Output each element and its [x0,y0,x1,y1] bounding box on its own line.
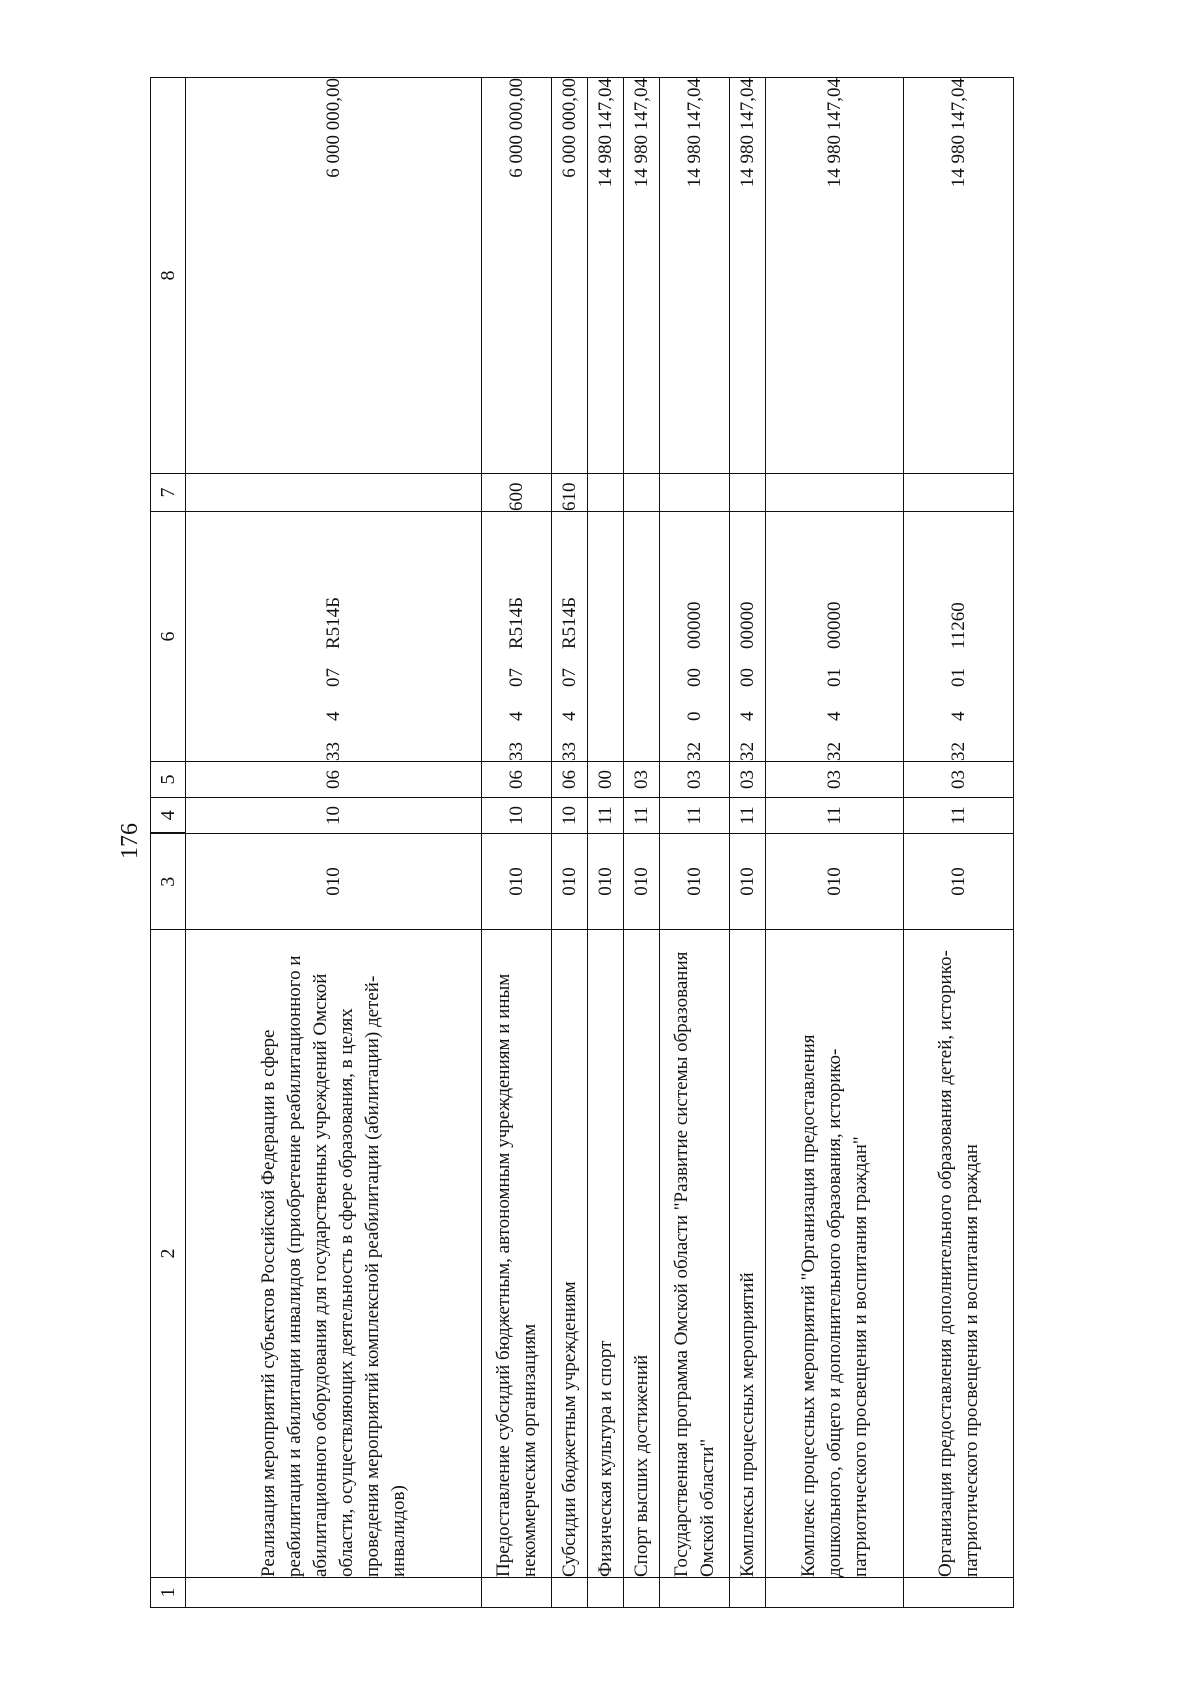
target-article-cell [186,512,482,762]
ministry-code-cell: 010 [186,834,482,930]
row-name-cell: Комплексы процессных мероприятий [730,930,766,1578]
subsection-code-cell: 03 [660,762,730,798]
target-article-code [321,512,347,761]
row-number-cell [904,1578,1014,1608]
expense-type-cell [660,474,730,512]
header-cell: 8 [151,78,186,474]
table-body [151,78,1014,1608]
expense-type-cell [904,474,1014,512]
target-article-cell [588,512,624,762]
header-cell: 3 [151,834,186,930]
target-article-part: 4 [505,711,527,721]
header-cell: 4 [151,798,186,834]
target-article-part: 01 [947,668,969,687]
target-article-code [557,512,583,761]
table-row [904,78,1014,1608]
target-article-part: 00000 [736,601,758,649]
target-article-code [682,512,708,761]
target-article-cell [552,512,588,762]
section-code-cell: 10 [482,798,552,834]
expense-type-cell: 610 [552,474,588,512]
row-number-cell [588,1578,624,1608]
target-article-part: 07 [558,668,580,687]
target-article-part: 33 [322,742,344,761]
row-number-cell [186,1578,482,1608]
section-code-cell: 10 [186,798,482,834]
table-row [186,78,482,1608]
target-article-part: 11260 [947,602,969,649]
target-article-part: 00 [683,668,705,687]
section-code-cell: 11 [730,798,766,834]
row-name-cell: Предоставление субсидий бюджетным, автономным учреждениям и иным некоммерческим организациям [482,930,552,1578]
target-article-code [504,512,530,761]
header-cell: 6 [151,512,186,762]
header-row [151,78,186,1608]
row-name-cell: Реализация мероприятий субъектов Российской Федерации в сфере реабилитации и абилитации инвалидов (приобретение реабилитационного и абилитационного оборудования для государственных учреждений Омской области, осуществляющих деятельность в сфере образования, в целях проведения мероприятий комплексной реабилитации (абилитации) детей-инвалидов) [186,930,482,1578]
row-name-cell: Комплекс процессных мероприятий "Организация предоставления дошкольного, общего и дополнительного образования, историко-патриотического просвещения и воспитания граждан" [766,930,904,1578]
section-code-cell: 11 [660,798,730,834]
expense-type-cell [766,474,904,512]
table-row [730,78,766,1608]
target-article-part: 00 [736,668,758,687]
target-article-part: 00000 [683,601,705,649]
ministry-code-cell: 010 [660,834,730,930]
row-name-cell: Организация предоставления дополнительного образования детей, историко-патриотического просвещения и воспитания граждан [904,930,1014,1578]
subsection-code-cell: 03 [766,762,904,798]
target-article-part: 33 [505,742,527,761]
amount-cell: 6 000 000,00 [552,78,588,474]
target-article-part: 4 [947,711,969,721]
target-article-part: 00000 [823,601,845,649]
target-article-part: 0 [683,711,705,721]
table-row [660,78,730,1608]
amount-cell: 14 980 147,04 [904,78,1014,474]
row-number-cell [766,1578,904,1608]
expense-type-cell [624,474,660,512]
subsection-code-cell: 06 [482,762,552,798]
table-row [482,78,552,1608]
row-name-cell: Физическая культура и спорт [588,930,624,1578]
target-article-part: 4 [736,711,758,721]
subsection-code-cell: 03 [730,762,766,798]
row-name-cell: Спорт высших достижений [624,930,660,1578]
row-number-cell [624,1578,660,1608]
amount-cell: 14 980 147,04 [660,78,730,474]
section-code-cell: 10 [552,798,588,834]
row-number-cell [730,1578,766,1608]
subsection-code-cell: 03 [624,762,660,798]
expense-type-cell [186,474,482,512]
target-article-part: 07 [322,668,344,687]
table-row [588,78,624,1608]
amount-cell: 14 980 147,04 [766,78,904,474]
page-number: 176 [117,823,143,859]
ministry-code-cell: 010 [766,834,904,930]
table-row [624,78,660,1608]
budget-table [150,77,1014,1608]
amount-cell: 6 000 000,00 [186,78,482,474]
target-article-part: 4 [823,711,845,721]
subsection-code-cell: 03 [904,762,1014,798]
header-cell: 7 [151,474,186,512]
target-article-cell [730,512,766,762]
ministry-code-cell: 010 [624,834,660,930]
target-article-part: 01 [823,668,845,687]
expense-type-cell [588,474,624,512]
target-article-part: R514Б [505,596,527,649]
ministry-code-cell: 010 [904,834,1014,930]
target-article-part: 4 [322,711,344,721]
section-code-cell: 11 [904,798,1014,834]
row-name-cell: Государственная программа Омской области "Развитие системы образования Омской области" [660,930,730,1578]
target-article-part: 33 [558,742,580,761]
row-number-cell [552,1578,588,1608]
target-article-part: 4 [558,711,580,721]
header-cell: 5 [151,762,186,798]
row-number-cell [482,1578,552,1608]
target-article-code [735,512,761,761]
target-article-part: R514Б [322,596,344,649]
row-number-cell [660,1578,730,1608]
target-article-part: 32 [736,742,758,761]
header-cell: 1 [151,1578,186,1608]
amount-cell: 14 980 147,04 [730,78,766,474]
target-article-cell [482,512,552,762]
target-article-part: 07 [505,668,527,687]
expense-type-cell [730,474,766,512]
ministry-code-cell: 010 [730,834,766,930]
ministry-code-cell: 010 [588,834,624,930]
target-article-code [946,512,972,761]
target-article-part: 32 [947,742,969,761]
target-article-part: 32 [823,742,845,761]
target-article-cell [624,512,660,762]
target-article-part: R514Б [558,596,580,649]
table-row [552,78,588,1608]
amount-cell: 14 980 147,04 [624,78,660,474]
target-article-code [822,512,848,761]
subsection-code-cell: 06 [552,762,588,798]
target-article-part: 32 [683,742,705,761]
target-article-cell [660,512,730,762]
target-article-cell [904,512,1014,762]
table-row [766,78,904,1608]
budget-table-rotated [150,78,1030,1608]
expense-type-cell: 600 [482,474,552,512]
subsection-code-cell: 06 [186,762,482,798]
ministry-code-cell: 010 [552,834,588,930]
subsection-code-cell: 00 [588,762,624,798]
row-name-cell: Субсидии бюджетным учреждениям [552,930,588,1578]
header-cell: 2 [151,930,186,1578]
amount-cell: 6 000 000,00 [482,78,552,474]
section-code-cell: 11 [624,798,660,834]
amount-cell: 14 980 147,04 [588,78,624,474]
ministry-code-cell: 010 [482,834,552,930]
section-code-cell: 11 [588,798,624,834]
section-code-cell: 11 [766,798,904,834]
target-article-cell [766,512,904,762]
